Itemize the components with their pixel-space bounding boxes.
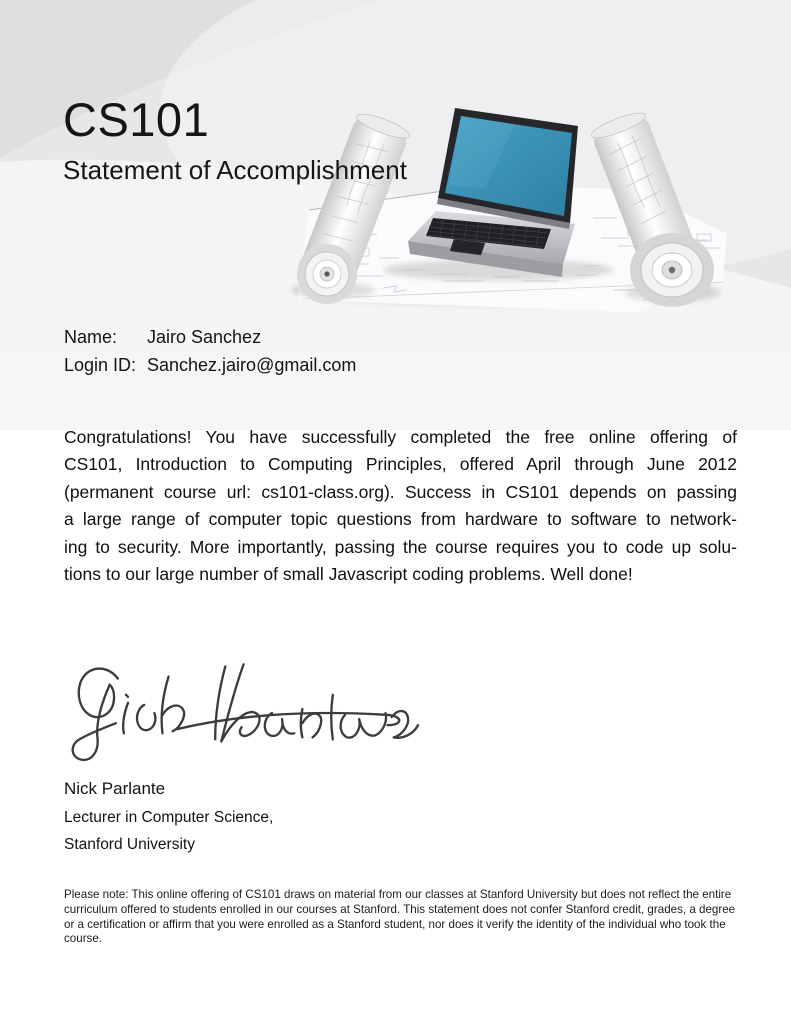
paragraph-line: a large range of computer topic questions from hardware to software to network-	[64, 509, 737, 530]
header	[63, 94, 407, 186]
paragraph-line: CS101, Introduction to Computing Principles, offered April through June 2012	[64, 454, 737, 475]
paragraph-line: (permanent course url: cs101-class.org). Success in CS101 depends on passing	[64, 481, 737, 502]
recipient-info	[64, 324, 356, 379]
name-value: Jairo Sanchez	[147, 327, 262, 347]
certificate-subtitle: Statement of Accomplishment	[63, 155, 407, 185]
disclaimer-text: Please note: This online offering of CS101 draws on material from our classes at Stanford University but does not reflect the entire curriculum offered to students enrolled in our courses at Stanford. This statement does not confer Stanford credit, grades, a degree or a certification or affirm that you were enrolled as a Stanford student, nor does it verify the identity of the individual who took the course.	[64, 888, 736, 946]
signer-institution: Stanford University	[64, 836, 195, 853]
login-id-value: Sanchez.jairo@gmail.com	[147, 354, 357, 375]
paragraph-line: ing to security. More importantly, passing the course requires you to code up solu-	[64, 536, 737, 557]
page-title: CS101	[63, 93, 210, 146]
signer-title: Lecturer in Computer Science,	[64, 809, 274, 826]
recipient-login-row	[64, 352, 356, 380]
signature-image	[55, 650, 420, 772]
paragraph-line: tions to our large number of small Javascript coding problems. Well done!	[64, 564, 633, 585]
congratulations-paragraph	[64, 424, 737, 588]
login-id-label: Login ID:	[64, 354, 137, 375]
signer-name: Nick Parlante	[64, 779, 166, 798]
name-label: Name:	[64, 327, 118, 347]
paragraph-line: Congratulations! You have successfully completed the free online offering of	[64, 427, 737, 447]
recipient-name-row	[64, 324, 356, 352]
